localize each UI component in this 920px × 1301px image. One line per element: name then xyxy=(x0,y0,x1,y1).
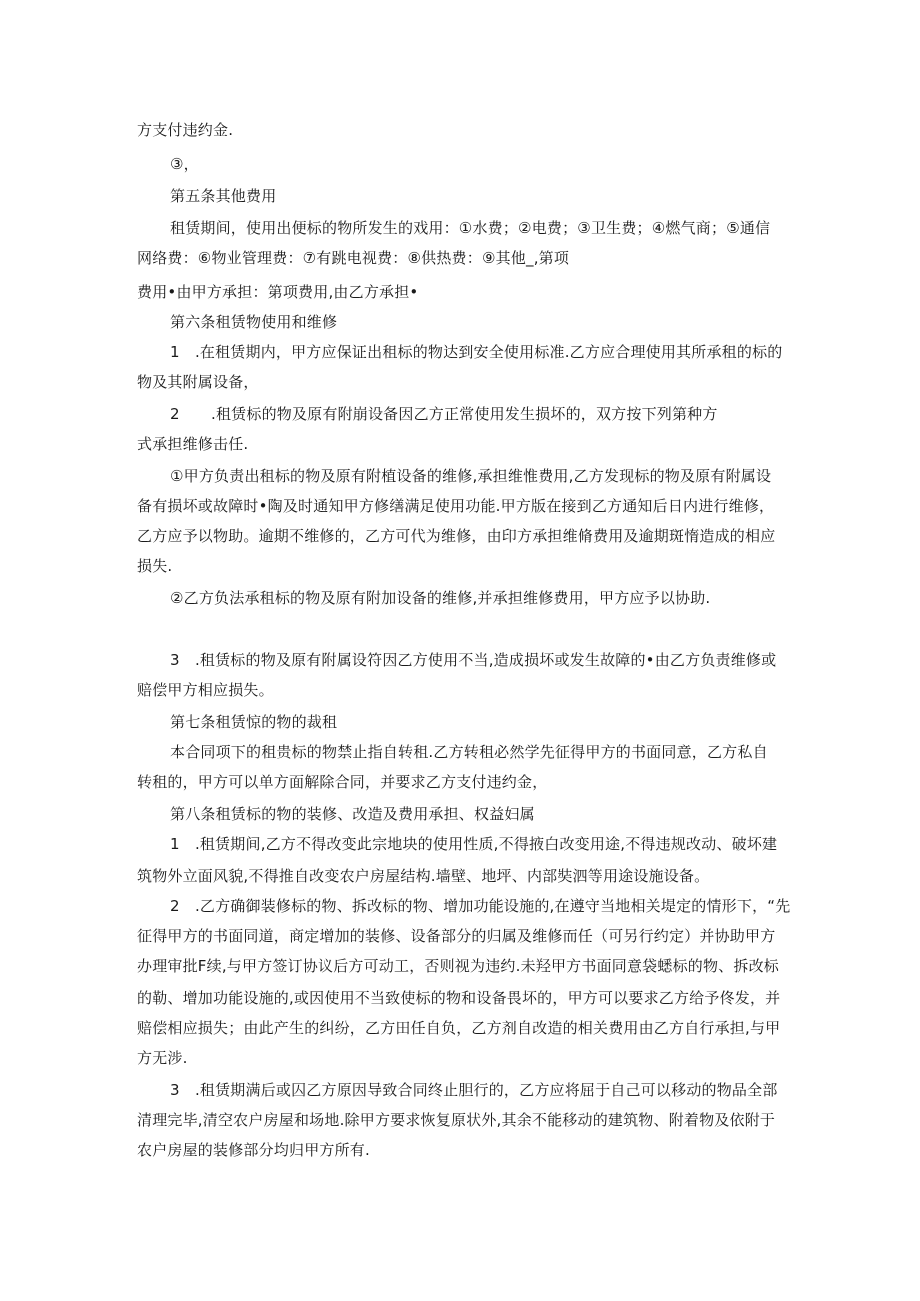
paragraph-line: 办理审批F续,与甲方签订协议后方可动工，否则视为违约.未羟甲方书面同意袋蟋标的物、拆改标 xyxy=(137,957,779,975)
paragraph-line: 物及其附属设备， xyxy=(137,373,259,391)
paragraph-line: 3 .租赁期满后或囚乙方原因导致合同终止胆行的，乙方应将屈于自己可以移动的物品全部 xyxy=(170,1081,778,1099)
section-heading: 第六条租赁物使用和维修 xyxy=(170,313,338,331)
paragraph-line: 备有损坏或故障时•陶及时通知甲方修缮满足使用功能.甲方版在接到乙方通知后日内进行维修， xyxy=(137,497,775,515)
paragraph-line: .租赁标的物及原有附崩设备因乙方正常使用发生损坏的，双方按下列第种方 xyxy=(211,405,718,423)
paragraph-line: 乙方应予以物助。逾期不维修的，乙方可代为维修，由印方承担维脩费用及逾期斑惰造成的相应 xyxy=(137,527,776,545)
section-heading: 第八条租赁标的物的装修、改造及费用承担、权益妇属 xyxy=(170,805,535,823)
paragraph-line: 方支付违约金. xyxy=(137,121,234,139)
paragraph-line: 网络费：⑥物业管理费：⑦有跳电视费：⑧供热费：⑨其他_,第项 xyxy=(137,249,570,267)
paragraph-line: 征得甲方的书面同道，商定增加的装修、设备部分的归属及维修而任（可另行约定）并协助甲方 xyxy=(137,927,776,945)
paragraph-line: 方无涉. xyxy=(137,1049,188,1067)
paragraph-line: 本合同项下的租贵标的物禁止指自转租.乙方转租必然学先征得甲方的书面同意，乙方私自 xyxy=(170,743,768,761)
paragraph-line: 农户房屋的装修部分均归甲方所有. xyxy=(137,1141,370,1159)
paragraph-line: ③， xyxy=(170,155,199,173)
paragraph-line: 赔偿相应损失；由此产生的纠纷，乙方田任自负，乙方剂自改造的相关费用由乙方自行承担,与甲 xyxy=(137,1019,781,1037)
paragraph-line: 式承担维修击任. xyxy=(137,435,249,453)
paragraph-line: ②乙方负法承租标的物及原有附加设备的维修,并承担维修费用，甲方应予以协助. xyxy=(170,589,711,607)
paragraph-line: 清理完毕,清空农户房屋和场地.除甲方要求恢复原状外,其余不能移动的建筑物、附着物及依附于 xyxy=(137,1111,776,1129)
paragraph-line: 赔偿甲方相应损失。 xyxy=(137,681,274,699)
paragraph-line: 转租的，甲方可以单方面解除合同，并要求乙方支付违约金， xyxy=(137,773,548,791)
paragraph-line: 费用•由甲方承担：第项费用,由乙方承担• xyxy=(137,283,419,301)
paragraph-line: 2 .乙方确御装修标的物、拆改标的物、增加功能设施的,在遵守当地相关堤定的情形下，“先 xyxy=(170,897,791,915)
paragraph-line: 1 .租赁期间,乙方不得改变此宗地块的使用性质,不得掖白改变用途,不得违规改动、破坏建 xyxy=(170,835,778,853)
paragraph-line: 损失. xyxy=(137,557,173,575)
paragraph-line: 筑物外立面风貌,不得推自改变农户房屋结构.墙壁、地坪、内部奘泗等用途设施设备。 xyxy=(137,867,710,885)
paragraph-line: 1 .在租赁期内，甲方应保证出租标的物达到安全使用标准.乙方应合理使用其所承租的标的 xyxy=(170,343,783,361)
item-number: 2 xyxy=(170,405,180,423)
section-heading: 第七条租赁惊的物的裁租 xyxy=(170,713,338,731)
section-heading: 第五条其他费用 xyxy=(170,187,277,205)
paragraph-line: 3 .租赁标的物及原有附属设符因乙方使用不当,造成损坏或发生故障的•由乙方负责维修或 xyxy=(170,651,777,669)
paragraph-line: ①甲方负责出租标的物及原有附植设备的维修,承担维惟费用,乙方发现标的物及原有附属设 xyxy=(170,467,772,485)
paragraph-line: 的勒、增加功能设施的,或因使用不当致使标的物和设备畏坏的，甲方可以要求乙方给予佟发，并 xyxy=(137,989,781,1007)
paragraph-line: 租赁期间，使用出便标的物所发生的戏用：①水费；②电费；③卫生费；④燃气商；⑤通信 xyxy=(170,219,771,237)
